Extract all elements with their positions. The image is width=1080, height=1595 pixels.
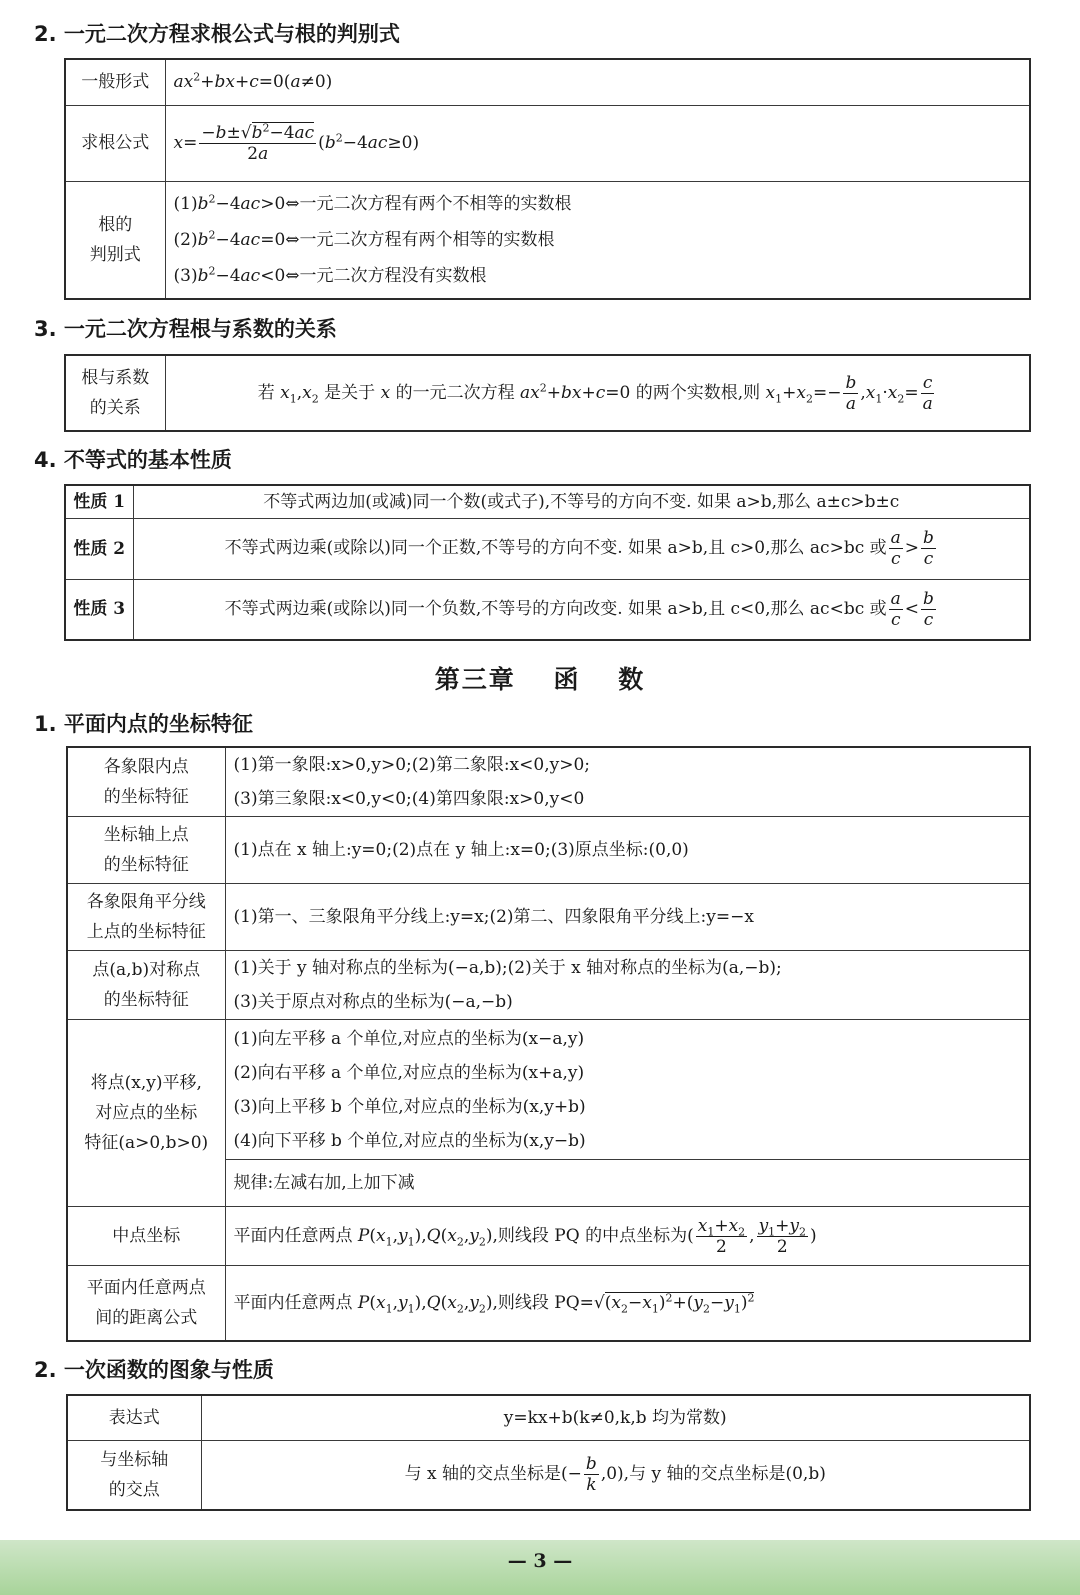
property-2-label: 性质 2 [65, 518, 133, 579]
property-2-text: 不等式两边乘(或除以)同一个正数,不等号的方向不变. 如果 a>b,且 c>0,那么 ac>bc 或 $\frac{a}{c}$ > $\frac{b}{c}$ [133, 518, 1030, 579]
symmetric-point-label: 点(a,b)对称点 的坐标特征 [67, 951, 225, 1020]
discriminant-rules: $(1)b^2-4ac>0\Leftrightarrow$一元二次方程有两个不相等的实数根 $(2)b^2-4ac=0\Leftrightarrow$一元二次方程有两个相等的实数根 $(3)b^2-4ac<0\Leftrightarrow$一元二次方程没有实数根 [165, 181, 1030, 299]
formula-value: x= $\frac{-b\pm√b^2-4ac}{2a}$ $(b^2-4ac\ge 0)$ [165, 105, 1030, 181]
formula-label: 求根公式 [65, 105, 165, 181]
property-3-text: 不等式两边乘(或除以)同一个负数,不等号的方向改变. 如果 a>b,且 c<0,那么 ac<bc 或 $\frac{a}{c}$ < $\frac{b}{c}$ [133, 579, 1030, 640]
section-title-inequality: 4. 不等式的基本性质 [34, 448, 232, 472]
section-title-root-formula: 2. 一元二次方程求根公式与根的判别式 [34, 22, 400, 46]
translation-rule-summary: 规律:左减右加,上加下减 [225, 1160, 1030, 1207]
section-title-coordinates: 1. 平面内点的坐标特征 [34, 712, 253, 736]
bisector-label: 各象限角平分线 上点的坐标特征 [67, 884, 225, 951]
property-1-label: 性质 1 [65, 485, 133, 518]
distance-label: 平面内任意两点 间的距离公式 [67, 1266, 225, 1341]
bisector-rules: (1)第一、三象限角平分线上:y=x;(2)第二、四象限角平分线上:y=−x [225, 884, 1030, 951]
quadrant-rules: (1)第一象限:x>0,y>0;(2)第二象限:x<0,y>0; (3)第三象限:x<0,y<0;(4)第四象限:x>0,y<0 [225, 747, 1030, 817]
general-form-value: $ax^2+bx+c=0(a\ne 0)$ [165, 59, 1030, 105]
vieta-label: 根与系数 的关系 [65, 355, 165, 431]
distance-rule: 平面内任意两点 $P(x_1,y_1),Q(x_2,y_2)$,则线段 $PQ=√(x_2-x_1)^2+(y_2-y_1)^2$ [225, 1266, 1030, 1341]
translation-rules: (1)向左平移 a 个单位,对应点的坐标为(x−a,y) (2)向右平移 a 个单位,对应点的坐标为(x+a,y) (3)向上平移 b 个单位,对应点的坐标为(x,y+b) (4)向下平移 b 个单位,对应点的坐标为(x,y−b) [225, 1020, 1030, 1160]
general-form-label: 一般形式 [65, 59, 165, 105]
expression-value: y=kx+b(k≠0,k,b 均为常数) [201, 1395, 1030, 1440]
root-formula-table [64, 58, 1031, 300]
property-3-label: 性质 3 [65, 579, 133, 640]
midpoint-label: 中点坐标 [67, 1207, 225, 1266]
midpoint-rule: 平面内任意两点 $P(x_1,y_1),Q(x_2,y_2)$,则线段 PQ 的中点坐标为( $\frac{x_1+x_2}{2}$ , $\frac{y_1+y_2}{2}$ ) [225, 1207, 1030, 1266]
chapter-title: 第三章 函 数 [434, 665, 646, 694]
discriminant-label: 根的 判别式 [65, 181, 165, 299]
section-title-vieta: 3. 一元二次方程根与系数的关系 [34, 317, 337, 341]
section-title-linear-function: 2. 一次函数的图象与性质 [34, 1358, 274, 1382]
coordinates-table [66, 746, 1031, 1342]
translation-label: 将点(x,y)平移, 对应点的坐标 特征(a>0,b>0) [67, 1020, 225, 1207]
intercept-label: 与坐标轴 的交点 [67, 1440, 201, 1510]
axis-point-rules: (1)点在 x 轴上:y=0;(2)点在 y 轴上:x=0;(3)原点坐标:(0,0) [225, 817, 1030, 884]
page-footer [0, 1540, 1080, 1595]
inequality-table [64, 484, 1031, 641]
property-1-text: 不等式两边加(或减)同一个数(或式子),不等号的方向不变. 如果 a>b,那么 a±c>b±c [133, 485, 1030, 518]
symmetric-point-rules: (1)关于 y 轴对称点的坐标为(−a,b);(2)关于 x 轴对称点的坐标为(a,−b); (3)关于原点对称点的坐标为(−a,−b) [225, 951, 1030, 1020]
linear-function-table [66, 1394, 1031, 1511]
vieta-value: 若 $x_1,x_2$ 是关于 x 的一元二次方程 $ax^2+bx+c=0$ 的两个实数根,则 $x_1+x_2=-$ $\frac{b}{a}$ $,x_1\cdot x_2=$ $\frac{c}{a}$ [165, 355, 1030, 431]
page-number: — 3 — [507, 1550, 573, 1572]
axis-point-label: 坐标轴上点 的坐标特征 [67, 817, 225, 884]
vieta-table [64, 354, 1031, 432]
expression-label: 表达式 [67, 1395, 201, 1440]
intercept-value: 与 x 轴的交点坐标是(− $\frac{b}{k}$ ,0),与 y 轴的交点坐标是(0,b) [201, 1440, 1030, 1510]
quadrant-label: 各象限内点 的坐标特征 [67, 747, 225, 817]
